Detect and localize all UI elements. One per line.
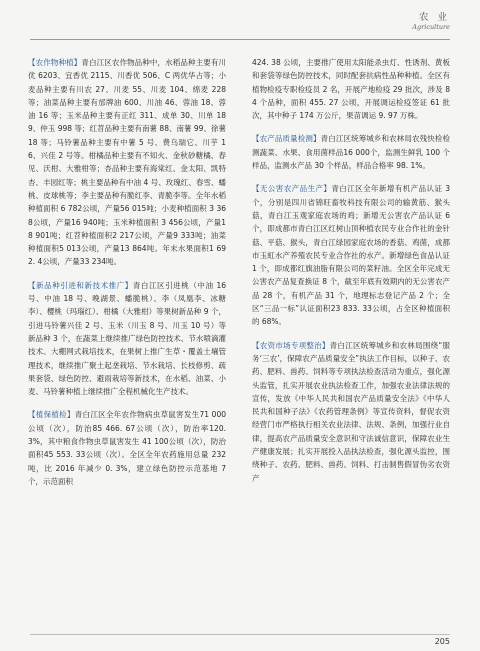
page-header [0,0,480,48]
section-body: 青白江区农作物品种中，水稻品种主要有川优 6203、宜香优 2115、川香优 506、C 两优华占等；小麦品种主要有川农 27、川麦 55、川麦 104、绵麦 228 等；油菜品种主要有邡牌油 600、川油 46、蓉油 18、蓉油 16 等；玉米品种主要有正红 311、成单 30、川单 189、仲玉 998 等；红苕品种主要有南薯 88、南薯 99、徐薯 18 等；马铃薯品种主要有中薯 5 号、费乌瑞它、川芋 16、兴佳 2 号等。柑橘品种主要有不知火、金秋砂糖橘、春见、沃柑、大雅柑等；杏品种主要有海棠红、金太阳、凯特杏、丰园红等；桃主要品种有中油 4 号、玫瑰红、春雪、蟠桃、皮球桃等；李主要品种有脆红李、青脆李等。全年水稻种植面积 6 782公顷，产量56 015吨；小麦种植面积 3 368公顷，产量16 940吨；玉米种植面积 3 456公顷，产量18 901吨；红苕种植面积2 217公顷，产量9 333吨；油菜种植面积5 013公顷，产量13 864吨。年末水果面积1 692. 4公顷，产量33 234吨。 [28,58,227,267]
header-title: 农 业 [418,12,450,23]
section-body: 424. 38 公顷，主要推广使用太阳能杀虫灯、性诱剂、黄板和套袋等绿色防控技术，同时配套抗病性品种种植。全区有植物检疫专职检疫员 2 名，开展产地检疫 29 批次，涉及 84 个品种，面积 455. 27 公顷，开展调运检疫签证 61 批次，其中种子 174 万公斤，果苗调运 9. 97 万株。 [252,58,450,121]
section-new-varieties [28,279,226,399]
header-rule [30,39,450,40]
section-title: 【农作物种植】 [28,58,82,67]
section-paragraph [252,132,450,172]
section-title: 【农资市场专项整治】 [252,340,330,350]
section-quality-testing [252,132,450,172]
section-body: 青白江区引进桃（中油 16 号、中油 18 号、晚湖景、蟠脆桃）、李（凤凰李、冰糖李）、樱桃（玛瑙红）、柑橘（大雅柑）等果树新品种 9 个，引进马铃薯兴佳 2 号、玉米（川玉 8 号、川玉 10 号）等新品种 3 个，在蔬菜上继续推广绿色防控技术、节水喷滴灌技术、大棚网式栽培技术，在果树上推广生草・覆盖土壤管理技术，继续推广聚土起垄栽培、节水栽培、长枝修剪、疏果套袋、绿色防控、避雨栽培等新技术，在水稻、油菜、小麦、马铃薯种植上继续推广全程机械化生产技术。 [28,280,227,397]
section-crop-planting [28,56,226,269]
section-pollution-free [252,182,450,328]
section-market-rectification [252,339,450,485]
section-body: 青白江区全年农作物病虫草鼠害发生71 000公顷（次），防治85 466. 67公顷（次），防治率120. 3%，其中粮食作物虫草鼠害发生 41 100公顷（次），防治面积45 553. 33公顷（次）。全区全年农药施用总量 232 吨，比 2016 年减少 0. 3%，建立绿色防控示范基地 7 个，示范面积 [28,410,226,486]
header-subtitle: Agriculture [412,23,450,31]
section-paragraph [28,279,226,399]
section-title: 【植保植检】 [28,410,75,420]
section-plant-protection [28,408,226,488]
footer-rule [30,634,450,635]
section-paragraph [28,408,226,488]
section-title: 【无公害农产品生产】 [252,184,332,194]
section-continued-text [252,56,450,122]
section-title: 【农产品质量检测】 [252,134,321,144]
section-paragraph [28,56,226,269]
section-body: 青白江区全年新增有机产品认证 3 个，分别是四川省锦旺畜牧科技有限公司的输黄筋、猴头菇，青白江玉观家庭农场的鸡；新增无公害农产品认证 6 个，即成都市青白江区红树山顶种植农民专业合作社的金针菇、平菇、猴头，青白江绿园家庭农场的香菇、鸡菌，成都市玉虹水产养殖农民专业合作社的水产。新增绿色食品认证 1 个，即成都红旗油脂有限公司的菜籽油。全区全年完成无公害农产品复查换证 8 个，截至年底有效期内的无公害农产品 28 个，有机产品 31 个，地理标志登记产品 2 个；全区“三品一标”认证面积23 833. 33公顷，占全区种植面积的 68%。 [252,184,451,327]
section-body: 青白江区统筹城乡和农林局农残快检检测蔬菜、水果、食用菌样品16 000个，监测生鲜乳 100 个样品，监测水产品 30 个样品，样品合格率 98. 1%。 [252,134,451,171]
left-column [28,56,226,498]
section-body: 青白江区统筹城乡和农林局围绕“服务‘三农’，保障农产品质量安全”执法工作目标，以种子、农药、肥料、兽药、饲料等专项执法检查活动为重点，强化源头监管，扎实开展农业执法检查工作，加强农业法律法规的宣传，发放《中华人民共和国农产品质量安全法》《中华人民共和国种子法》《农药管理条例》等宣传资料，督促农资经营门市严格执行相关农业法律、法规、条例，加强行业自律，提高农产品质量安全意识和守法诚信意识，保障农业生产健康发展；扎实开展投入品执法检查，强化源头监控，围绕种子、农药、肥料、兽药、饲料、打击制售假冒伪劣农资产 [252,340,451,483]
section-paragraph [252,182,450,328]
section-paragraph [252,56,450,122]
right-column [252,56,450,495]
page-number: 205 [434,637,450,646]
section-paragraph [252,339,450,485]
section-title: 【新品种引进和新技术推广】 [28,280,133,290]
